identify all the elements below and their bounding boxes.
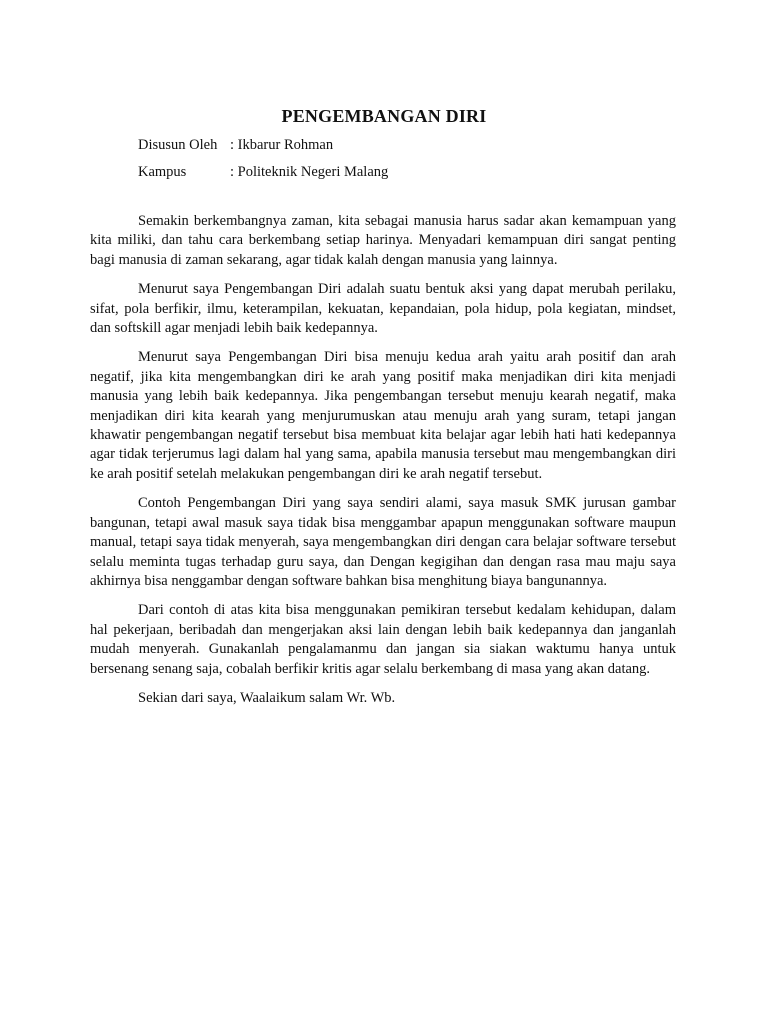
paragraph-intro: Semakin berkembangnya zaman, kita sebagai manusia harus sadar akan kemampuan yang kita miliki, dan tahu cara berkembang setiap harinya. Menyadari kemampuan diri sangat penting bagi manusia di zaman sekarang, agar tidak kalah dengan manusia yang lainnya. — [90, 213, 676, 268]
paragraph-closing: Sekian dari saya, Waalaikum salam Wr. Wb. — [138, 689, 396, 706]
author-label: Disusun Oleh — [138, 137, 218, 153]
paragraph-example: Contoh Pengembangan Diri yang saya sendiri alami, saya masuk SMK jurusan gambar bangunan, tetapi awal masuk saya tidak bisa menggambar apapun menggunakan software maupun manual, tetapi saya tidak menyerah, saya mengembangkan diri dengan cara belajar software tersebut selalu meminta tugas terhadap guru saya, dan Dengan kegigihan dan dengan rasa mau maju saya akhirnya bisa nenggambar dengan software bahkan bisa menghitung biaya bangunannya. — [90, 495, 676, 589]
paragraph-directions: Menurut saya Pengembangan Diri bisa menuju kedua arah yaitu arah positif dan arah negatif, jika kita mengembangkan diri ke arah yang positif maka menjadikan diri kita menjadi manusia yang lebih baik kedepannya. Jika pengembangan tersebut menuju kearah negatif, maka menjadikan diri kita kearah yang menjurumuskan atau menuju arah yang suram, tetapi jangan khawatir pengembangan negatif tersebut bisa membuat kita belajar agar lebih hati hati kedepannya agar tidak terjerumus lagi dalam hal yang sama, apabila manusia tersebut mau mengembangkan diri ke arah positif setelah melakukan pengembangan diri ke arah negatif tersebut. — [90, 349, 676, 482]
document-body — [90, 212, 676, 718]
campus-value: : Politeknik Negeri Malang — [230, 164, 389, 180]
campus-line — [138, 164, 388, 181]
campus-label: Kampus — [138, 164, 187, 180]
paragraph-conclusion: Dari contoh di atas kita bisa menggunakan pemikiran tersebut kedalam kehidupan, dalam hal pekerjaan, beribadah dan mengerjakan aksi lain dengan lebih baik kedepannya dan janganlah mudah menyerah. Gunakanlah pengalamanmu dan jangan sia siakan waktumu hanya untuk bersenang senang saja, cobalah berfikir kritis agar selalu berkembang di masa yang akan datang. — [90, 602, 676, 677]
author-line — [138, 137, 333, 154]
paragraph-definition: Menurut saya Pengembangan Diri adalah suatu bentuk aksi yang dapat merubah perilaku, sifat, pola berfikir, ilmu, keterampilan, kekuatan, kepandaian, pola hidup, pola kegiatan, mindset, dan softskill agar menjadi lebih baik kedepannya. — [90, 281, 676, 337]
author-value: : Ikbarur Rohman — [230, 137, 334, 153]
page-title: PENGEMBANGAN DIRI — [281, 106, 487, 126]
